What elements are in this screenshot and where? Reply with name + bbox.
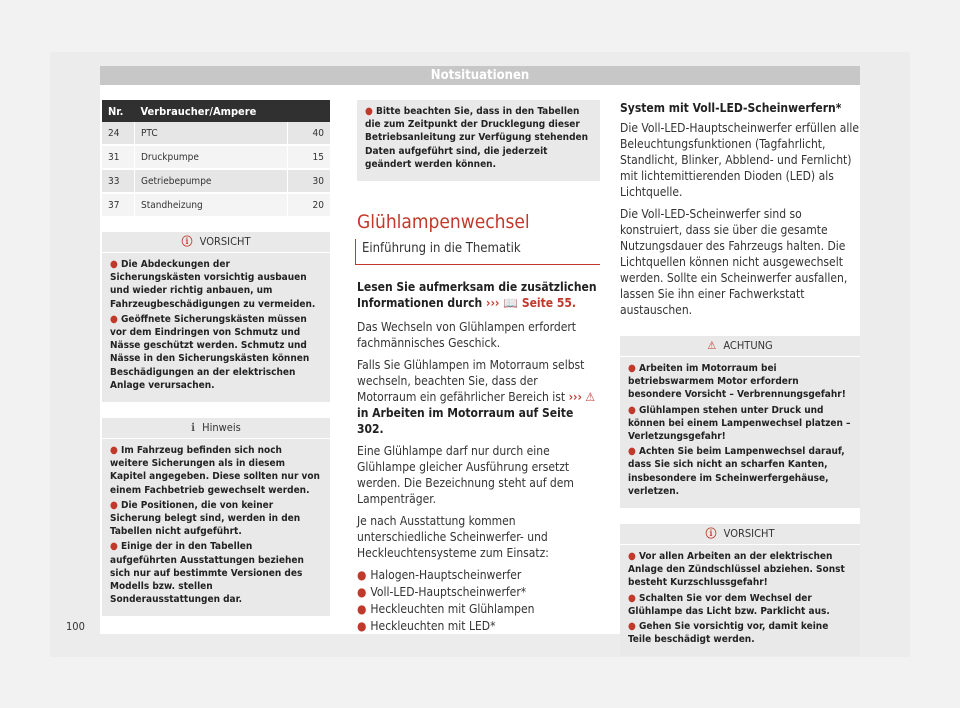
warning-item: ● Glühlampen stehen unter Druck und können bei einem Lampenwechsel platzen – Verletzungsgefahr! — [628, 404, 851, 443]
section-title: Glühlampenwechsel — [357, 211, 530, 234]
row-ampere: 15 — [288, 145, 331, 169]
warning-item: ● Arbeiten im Motorraum bei betriebswarmem Motor erfordern besondere Vorsicht – Verbrennungsgefahr! — [628, 363, 846, 401]
warning-item: ● Achten Sie beim Lampenwechsel darauf, dass Sie sich nicht an scharfen Kanten, insbesondere im Scheinwerfergehäuse, verletzen. — [628, 446, 845, 497]
column-3 — [620, 100, 860, 656]
row-consumer: Druckpumpe — [135, 145, 288, 169]
warning-box — [620, 336, 860, 508]
section-subtitle: Einführung in die Thematik — [355, 239, 600, 265]
fuse-table — [102, 100, 330, 218]
note-body — [357, 100, 600, 181]
row-ampere: 20 — [288, 193, 331, 217]
list-item: ● Heckleuchten mit Glühlampen — [357, 602, 535, 617]
bullet-icon: ● — [110, 445, 121, 457]
caution-icon: ⓘ — [705, 527, 717, 541]
subsection-heading: System mit Voll-LED-Scheinwerfern* — [620, 101, 842, 115]
list-item: ● Heckleuchten mit LED* — [357, 619, 496, 634]
bullet-icon: ● — [357, 568, 367, 583]
page-reference-link[interactable]: in Arbeiten im Motorraum auf Seite 302. — [357, 406, 574, 437]
column-1 — [102, 100, 332, 616]
caution-item: ● Die Abdeckungen der Sicherungskästen vorsichtig ausbauen und wieder richtig anbauen, um Fahrzeugbeschädigungen zu vermeiden. — [110, 259, 316, 310]
table-row — [102, 193, 330, 217]
hint-label: Hinweis — [202, 421, 241, 435]
paragraph: Die Voll-LED-Scheinwerfer sind so konstruiert, dass sie über die gesamte Nutzungsdauer des Fahrzeugs halten. Die Lichtquellen können nicht ausgewechselt werden. Sollte ein Scheinwerfer ausfallen, lassen Sie ihn einer Fachwerkstatt austauschen. — [620, 207, 848, 317]
bullet-icon: ● — [110, 313, 121, 325]
warning-triangle-icon: ⚠ — [585, 390, 596, 405]
page-number: 100 — [66, 620, 85, 633]
list-item: ● Voll-LED-Hauptscheinwerfer* — [357, 585, 527, 600]
row-nr: 37 — [102, 193, 135, 217]
bullet-icon: ● — [365, 106, 376, 117]
reference-arrows: ››› — [486, 296, 500, 311]
table-row — [102, 169, 330, 193]
bullet-icon: ● — [357, 602, 367, 617]
paragraph: Falls Sie Glühlampen im Motorraum selbst wechseln, beachten Sie, dass der Motorraum ein gefährlicher Bereich ist ››› ⚠ in Arbeiten im Motorraum auf Seite 302. — [357, 358, 596, 437]
caution-label: VORSICHT — [723, 527, 775, 541]
bullet-icon: ● — [628, 592, 639, 604]
note-item: ● Bitte beachten Sie, dass in den Tabellen die zum Zeitpunkt der Drucklegung dieser Betriebsanleitung zur Verfügung stehenden Daten aufgeführt sind, die jederzeit geändert werden können. — [365, 106, 589, 170]
table-header-consumer: Verbraucher/Ampere — [135, 100, 331, 122]
caution-item: ● Gehen Sie vorsichtig vor, damit keine Teile beschädigt werden. — [628, 621, 829, 646]
lead-paragraph: Lesen Sie aufmerksam die zusätzlichen Informationen durch ››› 📖 Seite 55. — [357, 280, 597, 311]
row-ampere: 30 — [288, 169, 331, 193]
row-nr: 31 — [102, 145, 135, 169]
hint-item: ● Einige der in den Tabellen aufgeführten Ausstattungen beziehen sich nur auf bestimmte Versionen des Modells bzw. stellen Sonderausstattungen dar. — [110, 541, 304, 606]
row-consumer: Getriebepumpe — [135, 169, 288, 193]
list-item: ● Halogen-Hauptscheinwerfer — [357, 568, 522, 583]
hint-box — [102, 418, 330, 616]
caution-header — [620, 524, 860, 545]
bullet-icon: ● — [628, 551, 639, 563]
caution-item: ● Geöffnete Sicherungskästen müssen vor dem Eindringen von Schmutz und Nässe geschützt werden. Schmutz und Nässe in den Sicherungskästen können Beschädigungen an der elektrischen Anlage verursachen. — [110, 313, 310, 391]
paragraph: Die Voll-LED-Hauptscheinwerfer erfüllen alle Beleuchtungsfunktionen (Tagfahrlicht, Standlicht, Blinker, Abblend- und Fernlicht) mit lichtemittierenden Dioden (LED) als Lichtquelle. — [620, 121, 860, 199]
caution-label: VORSICHT — [199, 235, 251, 248]
caution-box — [620, 524, 860, 656]
warning-header — [620, 336, 860, 357]
hint-item: ● Im Fahrzeug befinden sich noch weitere Sicherungen als in diesem Kapitel angegeben. Diese sollten nur von einem Fachbetrieb gewechselt werden. — [110, 445, 320, 496]
chapter-header: Notsituationen — [100, 66, 860, 85]
paragraph: Das Wechseln von Glühlampen erfordert fachmännisches Geschick. — [357, 320, 577, 351]
hint-body — [102, 439, 330, 616]
book-icon: 📖 — [503, 296, 519, 311]
caution-header — [102, 232, 330, 253]
lamp-system-list — [357, 567, 600, 635]
bullet-icon: ● — [628, 404, 639, 416]
bullet-icon: ● — [628, 363, 639, 374]
table-header-nr: Nr. — [102, 100, 135, 122]
caution-body — [102, 253, 330, 402]
note-box — [357, 100, 600, 181]
warning-triangle-icon: ⚠ — [707, 339, 717, 352]
paragraph: Eine Glühlampe darf nur durch eine Glühlampe gleicher Ausführung ersetzt werden. Die Bezeichnung steht auf dem Lampenträger. — [357, 444, 574, 507]
caution-item: ● Schalten Sie vor dem Wechsel der Glühlampe das Licht bzw. Parklicht aus. — [628, 592, 830, 617]
caution-item: ● Vor allen Arbeiten an der elektrischen Anlage den Zündschlüssel abziehen. Sonst besteht Kurzschlussgefahr! — [628, 551, 845, 589]
bullet-icon: ● — [110, 259, 121, 270]
bullet-icon: ● — [628, 446, 639, 458]
row-ampere: 40 — [288, 122, 331, 145]
row-consumer: Standheizung — [135, 193, 288, 217]
bullet-icon: ● — [357, 619, 367, 634]
warning-label: ACHTUNG — [723, 339, 773, 352]
column-2 — [357, 100, 600, 635]
bullet-icon: ● — [110, 499, 121, 511]
row-nr: 33 — [102, 169, 135, 193]
paragraph: Je nach Ausstattung kommen unterschiedliche Scheinwerfer- und Heckleuchtensysteme zum Einsatz: — [357, 514, 549, 561]
table-row — [102, 122, 330, 145]
caution-body — [620, 545, 860, 656]
bullet-icon: ● — [357, 585, 367, 600]
row-consumer: PTC — [135, 122, 288, 145]
caution-box — [102, 232, 330, 402]
hint-item: ● Die Positionen, die von keiner Sicherung belegt sind, werden in den Tabellen nicht aufgeführt. — [110, 499, 301, 538]
bullet-icon: ● — [628, 621, 639, 633]
hint-header — [102, 418, 330, 439]
table-row — [102, 145, 330, 169]
warning-body — [620, 357, 860, 508]
info-icon: ℹ — [191, 421, 196, 435]
caution-icon: ⓘ — [181, 235, 193, 248]
row-nr: 24 — [102, 122, 135, 145]
reference-arrows: ››› — [568, 390, 582, 405]
page-reference-link[interactable]: Seite 55. — [521, 296, 576, 311]
bullet-icon: ● — [110, 541, 121, 553]
